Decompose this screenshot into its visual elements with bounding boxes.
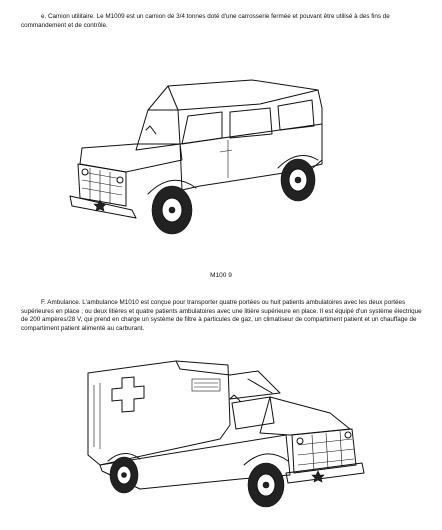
- paragraph-ambulance: F. Ambulance. L'ambulance M1010 est conçue pour transporter quatre portées ou huit patients ambulatoires avec les deux portées supérieures en place ; ou deux litières et quatre patients ambulatoires avec une litière supérieure en place. Il est équipé d'un système électrique de 200 ampères/28 V, qui prend en charge un système de filtre à particules de gaz, un climatiseur de compartiment patient et un chauffage de compartiment patient alimenté au carburant.: [21, 299, 422, 332]
- figure-caption: M100 9: [210, 272, 232, 279]
- paragraph-utility-truck: e. Camion utilitaire. Le M1009 est un camion de 3/4 tonnes doté d'une carrosserie fermée et pouvant être utilisé à des fins de commandement et de contrôle.: [21, 13, 390, 29]
- utility-truck-illustration: [60, 60, 360, 260]
- ambulance-illustration: [80, 355, 370, 520]
